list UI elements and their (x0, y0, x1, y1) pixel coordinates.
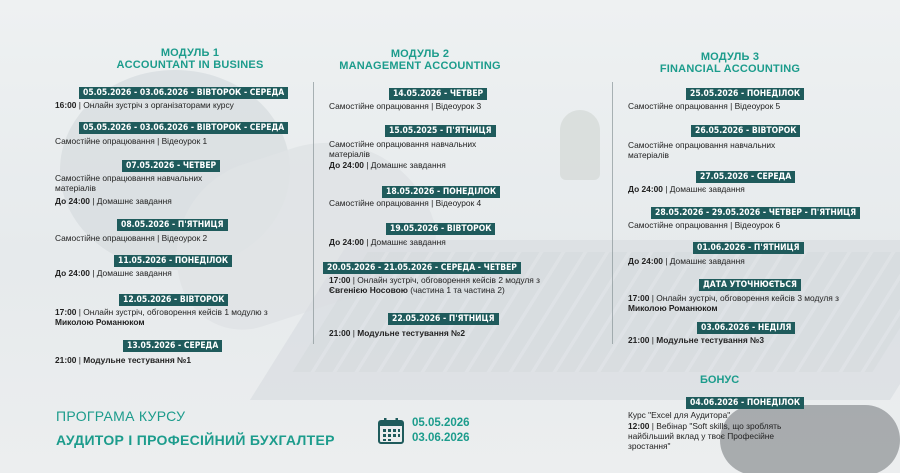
item-time: 16:00 (55, 100, 77, 110)
module1-item: 16:00 | Онлайн зустріч з організаторами курсу (55, 100, 234, 110)
item-time: 17:00 (55, 307, 77, 317)
module1-date-badge: 07.05.2026 - ЧЕТВЕР (122, 160, 220, 172)
item-person: Євгенією Носовою (329, 285, 408, 295)
item-time: 12:00 (628, 421, 650, 431)
module1-subtitle: ACCOUNTANT IN BUSINES (116, 59, 264, 71)
module2-title: МОДУЛЬ 2 (390, 48, 450, 60)
module2-date-badge: 22.05.2026 - П'ЯТНИЦЯ (388, 313, 499, 325)
module3-date-badge: 28.05.2026 - 29.05.2026 - ЧЕТВЕР - П'ЯТНИЦЯ (651, 207, 860, 219)
item-time: 21:00 (628, 335, 650, 345)
module3-item: 17:00 | Онлайн зустріч, обговорення кейсів 3 модуля з Миколою Романюком (628, 293, 840, 313)
module1-item: 21:00 | Модульне тестування №1 (55, 355, 192, 365)
module2-date-badge: 14.05.2026 - ЧЕТВЕР (389, 88, 487, 100)
module3-date-badge: 25.05.2026 - ПОНЕДІЛОК (686, 88, 804, 100)
module3-item: 21:00 | Модульне тестування №3 (628, 335, 765, 345)
item-time: 21:00 (55, 355, 77, 365)
column-divider (313, 82, 314, 344)
module1-date-badge: 05.05.2026 - 03.06.2026 - ВІВТОРОК - СЕРЕДА (79, 122, 288, 134)
module1-item: До 24:00 | Домашнє завдання (55, 268, 172, 278)
item-person: Миколою Романюком (55, 317, 145, 327)
module2-date-badge: 19.05.2026 - ВІВТОРОК (386, 223, 495, 235)
item-time: До 24:00 (329, 237, 364, 247)
bonus-item: 12:00 | Вебінар "Soft skills, що зроблять найбільший вклад у твоє Професійне зростання" (628, 421, 782, 451)
module1-date-badge: 12.05.2026 - ВІВТОРОК (119, 294, 228, 306)
module3-date-badge: 26.05.2026 - ВІВТОРОК (691, 125, 800, 137)
item-text: Домашнє завдання (370, 237, 446, 247)
item-text: Домашнє завдання (96, 196, 172, 206)
module2-date-badge: 15.05.2025 - П'ЯТНИЦЯ (385, 125, 496, 137)
item-text: Модульне тестування №2 (357, 328, 466, 338)
module1-date-badge: 11.05.2026 - ПОНЕДІЛОК (114, 255, 232, 267)
item-text: Домашнє завдання (669, 256, 745, 266)
module3-date-badge: 03.06.2026 - НЕДІЛЯ (697, 322, 795, 334)
module2-heading (300, 48, 540, 72)
module3-date-badge: 01.06.2026 - П'ЯТНИЦЯ (693, 242, 804, 254)
date-start: 05.05.2026 (412, 417, 470, 429)
bonus-title: БОНУС (700, 374, 740, 386)
date-end: 03.06.2026 (412, 432, 470, 444)
program-label: ПРОГРАМА КУРСУ (56, 408, 186, 424)
bonus-item: Курс "Excel для Аудитора" (628, 410, 731, 420)
module3-item: Самостійне опрацювання навчальних матеріалів (628, 140, 776, 160)
module1-heading (60, 47, 320, 71)
item-time: До 24:00 (628, 256, 663, 266)
module2-item: 21:00 | Модульне тестування №2 (329, 328, 466, 338)
item-time: 17:00 (329, 275, 351, 285)
item-person: Миколою Романюком (628, 303, 718, 313)
module3-item: Самостійне опрацювання | Відеоурок 6 (628, 220, 781, 230)
item-time: До 24:00 (55, 196, 90, 206)
module3-heading (620, 51, 840, 75)
module1-item: До 24:00 | Домашнє завдання (55, 196, 172, 206)
module2-item: До 24:00 | Домашнє завдання (329, 160, 446, 170)
item-text-tail: (частина 1 та частина 2) (407, 285, 505, 295)
module2-subtitle: MANAGEMENT ACCOUNTING (339, 60, 501, 72)
item-time: 17:00 (628, 293, 650, 303)
item-time: До 24:00 (329, 160, 364, 170)
module2-item: Самостійне опрацювання | Відеоурок 3 (329, 101, 482, 111)
course-title: АУДИТОР І ПРОФЕСІЙНИЙ БУХГАЛТЕР (56, 432, 335, 448)
module1-item: 17:00 | Онлайн зустріч, обговорення кейсів 1 модулю з Миколою Романюком (55, 307, 268, 327)
item-text: Модульне тестування №1 (83, 355, 192, 365)
calendar-icon (378, 418, 404, 444)
module1-item: Самостійне опрацювання | Відеоурок 2 (55, 233, 208, 243)
column-divider (612, 82, 613, 344)
module1-item: Самостійне опрацювання навчальних матеріалів (55, 173, 203, 193)
item-text: Домашнє завдання (370, 160, 446, 170)
module2-item: Самостійне опрацювання | Відеоурок 4 (329, 198, 482, 208)
module1-date-badge: 08.05.2026 - П'ЯТНИЦЯ (117, 219, 228, 231)
item-text: Онлайн зустріч, обговорення кейсів 3 модуля з (656, 293, 840, 303)
module2-item: До 24:00 | Домашнє завдання (329, 237, 446, 247)
item-text: Домашнє завдання (669, 184, 745, 194)
module1-date-badge: 13.05.2026 - СЕРЕДА (123, 340, 222, 352)
course-dates (412, 416, 470, 446)
module3-item: До 24:00 | Домашнє завдання (628, 256, 745, 266)
module2-item: Самостійне опрацювання навчальних матеріалів (329, 139, 477, 159)
module2-date-badge: 20.05.2026 - 21.05.2026 - СЕРЕДА - ЧЕТВЕР (323, 262, 521, 274)
module3-title: МОДУЛЬ 3 (700, 51, 760, 63)
item-text: Онлайн зустріч, обговорення кейсів 2 модуля з (357, 275, 541, 285)
module3-date-badge: 27.05.2026 - СЕРЕДА (696, 171, 795, 183)
item-text: Онлайн зустріч з організаторами курсу (83, 100, 234, 110)
item-text: Модульне тестування №3 (656, 335, 765, 345)
module2-date-badge: 18.05.2026 - ПОНЕДІЛОК (382, 186, 500, 198)
item-text: Онлайн зустріч, обговорення кейсів 1 модулю з (83, 307, 268, 317)
module3-subtitle: FINANCIAL ACCOUNTING (659, 63, 801, 75)
module3-item: Самостійне опрацювання | Відеоурок 5 (628, 101, 781, 111)
module2-item: 17:00 | Онлайн зустріч, обговорення кейсів 2 модуля з Євгенією Носовою (частина 1 та частина 2) (329, 275, 541, 295)
item-time: До 24:00 (55, 268, 90, 278)
module3-item: До 24:00 | Домашнє завдання (628, 184, 745, 194)
item-text: Домашнє завдання (96, 268, 172, 278)
module3-date-badge: ДАТА УТОЧНЮЄТЬСЯ (699, 279, 801, 291)
bonus-date-badge: 04.06.2026 - ПОНЕДІЛОК (686, 397, 804, 409)
item-text: Вебінар "Soft skills, що зроблять найбільший вклад у твоє Професійне зростання" (628, 421, 782, 451)
module1-date-badge: 05.05.2026 - 03.06.2026 - ВІВТОРОК - СЕРЕДА (79, 87, 288, 99)
module1-item: Самостійне опрацювання | Відеоурок 1 (55, 136, 208, 146)
item-time: 21:00 (329, 328, 351, 338)
item-time: До 24:00 (628, 184, 663, 194)
module1-title: МОДУЛЬ 1 (160, 47, 220, 59)
